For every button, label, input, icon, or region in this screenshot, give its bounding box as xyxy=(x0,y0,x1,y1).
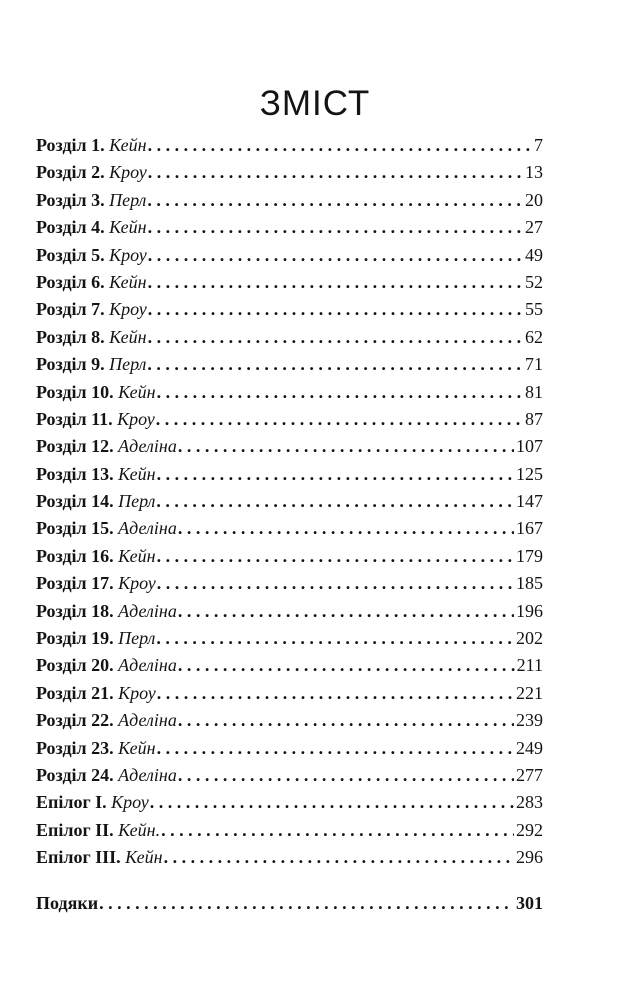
toc-entry-label xyxy=(36,464,156,485)
chapter-number: Розділ 24. xyxy=(36,764,114,785)
dot-leader xyxy=(178,436,514,457)
toc-entry xyxy=(36,190,543,217)
dot-leader xyxy=(178,601,514,622)
chapter-number: Розділ 7. xyxy=(36,299,105,320)
toc-entry xyxy=(36,272,543,299)
chapter-number: Розділ 11. xyxy=(36,408,113,429)
chapter-narrator: Аделіна xyxy=(118,518,177,539)
dot-leader xyxy=(164,847,514,868)
chapter-narrator: Кейн xyxy=(109,271,147,292)
toc-entry xyxy=(36,765,543,792)
toc-entry xyxy=(36,382,543,409)
dot-leader xyxy=(156,491,514,512)
chapter-narrator: Кроу xyxy=(117,408,155,429)
dot-leader xyxy=(157,546,514,567)
chapter-number: Розділ 23. xyxy=(36,737,114,758)
chapter-number: Розділ 12. xyxy=(36,436,114,457)
toc-entry-label xyxy=(36,135,147,156)
toc-entry-page: 7 xyxy=(534,135,543,155)
toc-entry-page: 167 xyxy=(516,518,543,539)
toc-entry xyxy=(36,409,543,436)
toc-entry-page: 239 xyxy=(516,710,543,731)
toc-entry-page: 125 xyxy=(516,463,543,484)
toc-entry xyxy=(36,135,543,162)
chapter-narrator: Аделіна xyxy=(118,655,177,676)
table-of-contents xyxy=(36,135,543,920)
toc-entry xyxy=(36,518,543,545)
toc-entry-label xyxy=(36,327,147,348)
chapter-narrator: Кроу xyxy=(118,682,156,703)
chapter-number: Розділ 1. xyxy=(36,135,105,155)
toc-entry-label xyxy=(36,573,156,594)
dot-leader xyxy=(148,135,532,156)
chapter-number: Розділ 6. xyxy=(36,271,105,292)
dot-leader xyxy=(148,327,523,348)
chapter-narrator: Кроу xyxy=(118,573,156,594)
toc-entry-page: 62 xyxy=(525,326,543,347)
toc-entry xyxy=(36,491,543,518)
toc-entry-page: 292 xyxy=(516,819,543,840)
chapter-number: Розділ 21. xyxy=(36,682,114,703)
toc-entry xyxy=(36,655,543,682)
chapter-narrator: Кейн xyxy=(118,463,156,484)
chapter-number: Розділ 20. xyxy=(36,655,114,676)
chapter-number: Розділ 19. xyxy=(36,628,114,649)
toc-entry xyxy=(36,217,543,244)
toc-entry-page: 296 xyxy=(516,847,543,868)
dot-leader xyxy=(157,738,514,759)
toc-entry xyxy=(36,601,543,628)
toc-entry-label xyxy=(36,272,147,293)
toc-entry-page: 55 xyxy=(525,299,543,320)
chapter-narrator: Кроу xyxy=(109,162,147,183)
dot-leader xyxy=(147,354,523,375)
toc-entry-label xyxy=(36,820,160,841)
toc-entry-label xyxy=(36,436,177,457)
toc-entry xyxy=(36,847,543,874)
chapter-narrator: Кейн xyxy=(109,217,147,238)
toc-entry xyxy=(36,354,543,381)
dot-leader xyxy=(157,683,514,704)
chapter-narrator: Перл xyxy=(118,491,156,512)
toc-entry xyxy=(36,710,543,737)
chapter-number: Розділ 15. xyxy=(36,518,114,539)
chapter-number: Епілог ІІ. xyxy=(36,819,114,840)
toc-entry xyxy=(36,792,543,819)
toc-entry-label xyxy=(36,738,156,759)
chapter-number: Розділ 10. xyxy=(36,381,114,402)
dot-leader xyxy=(150,792,514,813)
dot-leader xyxy=(156,628,514,649)
toc-entry-label xyxy=(36,601,177,622)
dot-leader xyxy=(148,217,523,238)
toc-entry-label xyxy=(36,518,177,539)
toc-entry-label xyxy=(36,847,163,868)
chapter-number: Розділ 22. xyxy=(36,710,114,731)
chapter-number: Розділ 13. xyxy=(36,463,114,484)
toc-entry-label xyxy=(36,217,147,238)
toc-entry-label xyxy=(36,162,147,183)
dot-leader xyxy=(178,710,514,731)
chapter-narrator: Кейн. xyxy=(118,819,161,840)
toc-entry xyxy=(36,327,543,354)
dot-leader xyxy=(157,573,514,594)
chapter-number: Розділ 5. xyxy=(36,244,105,265)
toc-entry-label xyxy=(36,655,177,676)
chapter-number: Розділ 8. xyxy=(36,326,105,347)
chapter-narrator: Кейн xyxy=(118,737,156,758)
toc-entry-page: 13 xyxy=(525,162,543,183)
toc-entry-label xyxy=(36,190,146,211)
toc-entry-page: 49 xyxy=(525,244,543,265)
toc-entries xyxy=(36,135,543,875)
dot-leader xyxy=(148,245,523,266)
dot-leader xyxy=(178,765,514,786)
toc-entry-label xyxy=(36,382,156,403)
chapter-narrator: Аделіна xyxy=(118,436,177,457)
toc-entry-page: 221 xyxy=(516,682,543,703)
dot-leader xyxy=(148,162,523,183)
chapter-number: Розділ 3. xyxy=(36,189,105,210)
toc-entry xyxy=(36,464,543,491)
chapter-narrator: Перл xyxy=(109,189,147,210)
toc-entry-label xyxy=(36,546,156,567)
toc-entry-page: 301 xyxy=(516,892,543,913)
toc-entry-label xyxy=(36,792,149,813)
toc-entry-page: 147 xyxy=(516,491,543,512)
toc-entry-label xyxy=(36,245,147,266)
dot-leader xyxy=(178,655,515,676)
toc-entry xyxy=(36,820,543,847)
dot-leader xyxy=(157,464,514,485)
toc-entry-page: 27 xyxy=(525,217,543,238)
dot-leader xyxy=(178,518,514,539)
dot-leader xyxy=(148,272,523,293)
chapter-narrator: Кейн xyxy=(109,326,147,347)
dot-leader xyxy=(99,893,514,914)
toc-entry-label: Подяки xyxy=(36,892,99,913)
chapter-number: Розділ 9. xyxy=(36,354,105,375)
toc-entry-page: 87 xyxy=(525,408,543,429)
dot-leader xyxy=(148,299,523,320)
dot-leader xyxy=(157,382,523,403)
toc-entry-label xyxy=(36,683,156,704)
dot-leader xyxy=(147,190,523,211)
chapter-number: Розділ 2. xyxy=(36,162,105,183)
toc-entry-label xyxy=(36,409,155,430)
chapter-narrator: Кейн xyxy=(118,381,156,402)
chapter-narrator: Кейн xyxy=(109,135,147,155)
chapter-narrator: Кейн xyxy=(125,847,163,868)
dot-leader xyxy=(161,820,514,841)
toc-entry-page: 107 xyxy=(516,436,543,457)
toc-entry-page: 185 xyxy=(516,573,543,594)
chapter-narrator: Кейн xyxy=(118,545,156,566)
toc-entry-page: 202 xyxy=(516,628,543,649)
toc-entry-page: 283 xyxy=(516,792,543,813)
chapter-narrator: Аделіна xyxy=(118,764,177,785)
toc-entry-page: 20 xyxy=(525,189,543,210)
toc-entry-page: 211 xyxy=(516,655,543,676)
chapter-narrator: Аделіна xyxy=(118,600,177,621)
toc-entry-label xyxy=(36,299,147,320)
toc-entry-page: 179 xyxy=(516,545,543,566)
toc-entry xyxy=(36,738,543,765)
toc-entry-label xyxy=(36,491,155,512)
toc-entry-page: 249 xyxy=(516,737,543,758)
toc-entry-label xyxy=(36,710,177,731)
chapter-narrator: Кроу xyxy=(111,792,149,813)
toc-entry-page: 52 xyxy=(525,271,543,292)
chapter-number: Розділ 14. xyxy=(36,491,114,512)
chapter-number: Епілог І. xyxy=(36,792,107,813)
toc-entry-page: 277 xyxy=(516,764,543,785)
toc-entry xyxy=(36,573,543,600)
toc-entry xyxy=(36,546,543,573)
chapter-narrator: Кроу xyxy=(109,299,147,320)
chapter-narrator: Перл xyxy=(118,628,156,649)
toc-entry-page: 196 xyxy=(516,600,543,621)
toc-entry-page: 71 xyxy=(525,354,543,375)
chapter-number: Розділ 18. xyxy=(36,600,114,621)
toc-entry-page: 81 xyxy=(525,381,543,402)
toc-entry-label xyxy=(36,765,177,786)
chapter-number: Розділ 4. xyxy=(36,217,105,238)
dot-leader xyxy=(156,409,523,430)
toc-entry-label xyxy=(36,354,146,375)
toc-entry-acknowledgements xyxy=(36,893,543,920)
toc-entry xyxy=(36,628,543,655)
toc-entry xyxy=(36,683,543,710)
chapter-number: Розділ 17. xyxy=(36,573,114,594)
toc-entry xyxy=(36,436,543,463)
chapter-narrator: Аделіна xyxy=(118,710,177,731)
toc-entry xyxy=(36,245,543,272)
toc-entry xyxy=(36,162,543,189)
chapter-number: Розділ 16. xyxy=(36,545,114,566)
chapter-narrator: Кроу xyxy=(109,244,147,265)
chapter-narrator: Перл xyxy=(109,354,147,375)
toc-entry-label xyxy=(36,628,155,649)
chapter-number: Епілог ІІІ. xyxy=(36,847,121,868)
toc-entry xyxy=(36,299,543,326)
contents-title: ЗМІСТ xyxy=(259,84,371,123)
